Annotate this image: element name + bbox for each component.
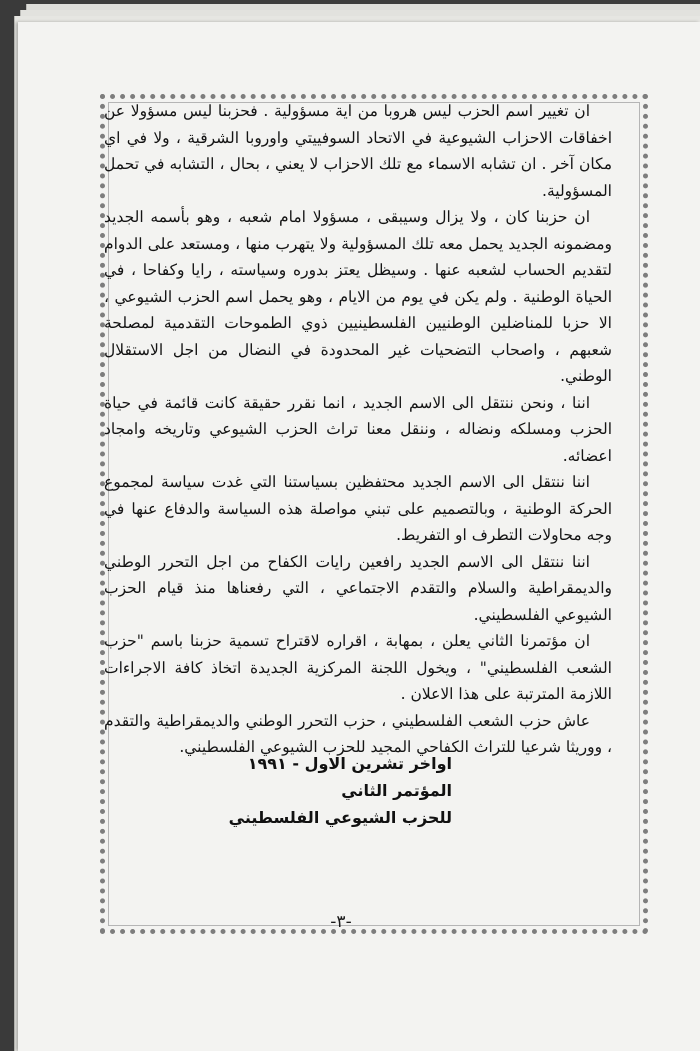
signature-block	[229, 750, 452, 831]
document-body	[104, 98, 612, 761]
signature-congress: المؤتمر الثاني	[341, 781, 452, 800]
paragraph: ان مؤتمرنا الثاني يعلن ، بمهابة ، اقراره لاقتراح تسمية حزبنا باسم "حزب الشعب الفلسطيني" ، ويخول اللجنة المركزية الجديدة اتخاذ كافة الاجراءات اللازمة المترتبة على هذا الاعلان .	[104, 632, 612, 703]
paragraph: اننا ننتقل الى الاسم الجديد محتفظين بسياستنا التي غدت سياسة لمجموع الحركة الوطنية ، وبالتصميم على تبني مواصلة هذه السياسة والدفاع عنها في وجه محاولات التطرف او التفريط.	[104, 473, 612, 544]
signature-date: اواخر تشرين الاول - ١٩٩١	[247, 754, 452, 773]
paragraph: ان تغيير اسم الحزب ليس هروبا من اية مسؤولية . فحزبنا ليس مسؤولا عن اخفاقات الاحزاب الشيوعية في الاتحاد السوفييتي واوروبا الشرقية ، ولا في اي مكان آخر . ان تشابه الاسماء مع تلك الاحزاب لا يعني ، بحال ، التشابه في تحمل المسؤولية.	[104, 102, 612, 200]
page-number: -٣-	[330, 912, 352, 932]
paragraph: اننا ننتقل الى الاسم الجديد رافعين رايات الكفاح من اجل التحرر الوطني والديمقراطية والسلام والتقدم الاجتماعي ، التي رفعناها منذ قيام الحزب الشيوعي الفلسطيني.	[104, 552, 612, 624]
paragraph: عاش حزب الشعب الفلسطيني ، حزب التحرر الوطني والديمقراطية والتقدم ، ووريثا شرعيا للتراث الكفاحي المجيد للحزب الشيوعي الفلسطيني.	[104, 711, 612, 756]
paragraph: ان حزبنا كان ، ولا يزال وسيبقى ، مسؤولا امام شعبه ، وهو بأسمه الجديد ومضمونه الجديد يحمل معه تلك المسؤولية ولا يتهرب منها ، ومستعد على الدوام لتقديم الحساب لشعبه عنها . وسيظل يعتز بدوره وسياسته ، رايا وكفاحا ، في الحياة الوطنية . ولم يكن في يوم من الايام ، وهو يحمل اسم الحزب الشيوعي ، الا حزبا للمناضلين الوطنيين الفلسطينيين ذوي الطموحات التقدمية لمصلحة شعبهم ، واصحاب التضحيات غير المحدودة في النضال من اجل الاستقلال الوطني.	[104, 208, 612, 385]
paragraph: اننا ، ونحن ننتقل الى الاسم الجديد ، انما نقرر حقيقة كانت قائمة في حياة الحزب ومسلكه ونضاله ، وننقل معنا تراث الحزب الشيوعي وتاريخه وامجاد اعضائه.	[104, 393, 612, 465]
signature-party: للحزب الشيوعي الفلسطيني	[228, 808, 452, 827]
